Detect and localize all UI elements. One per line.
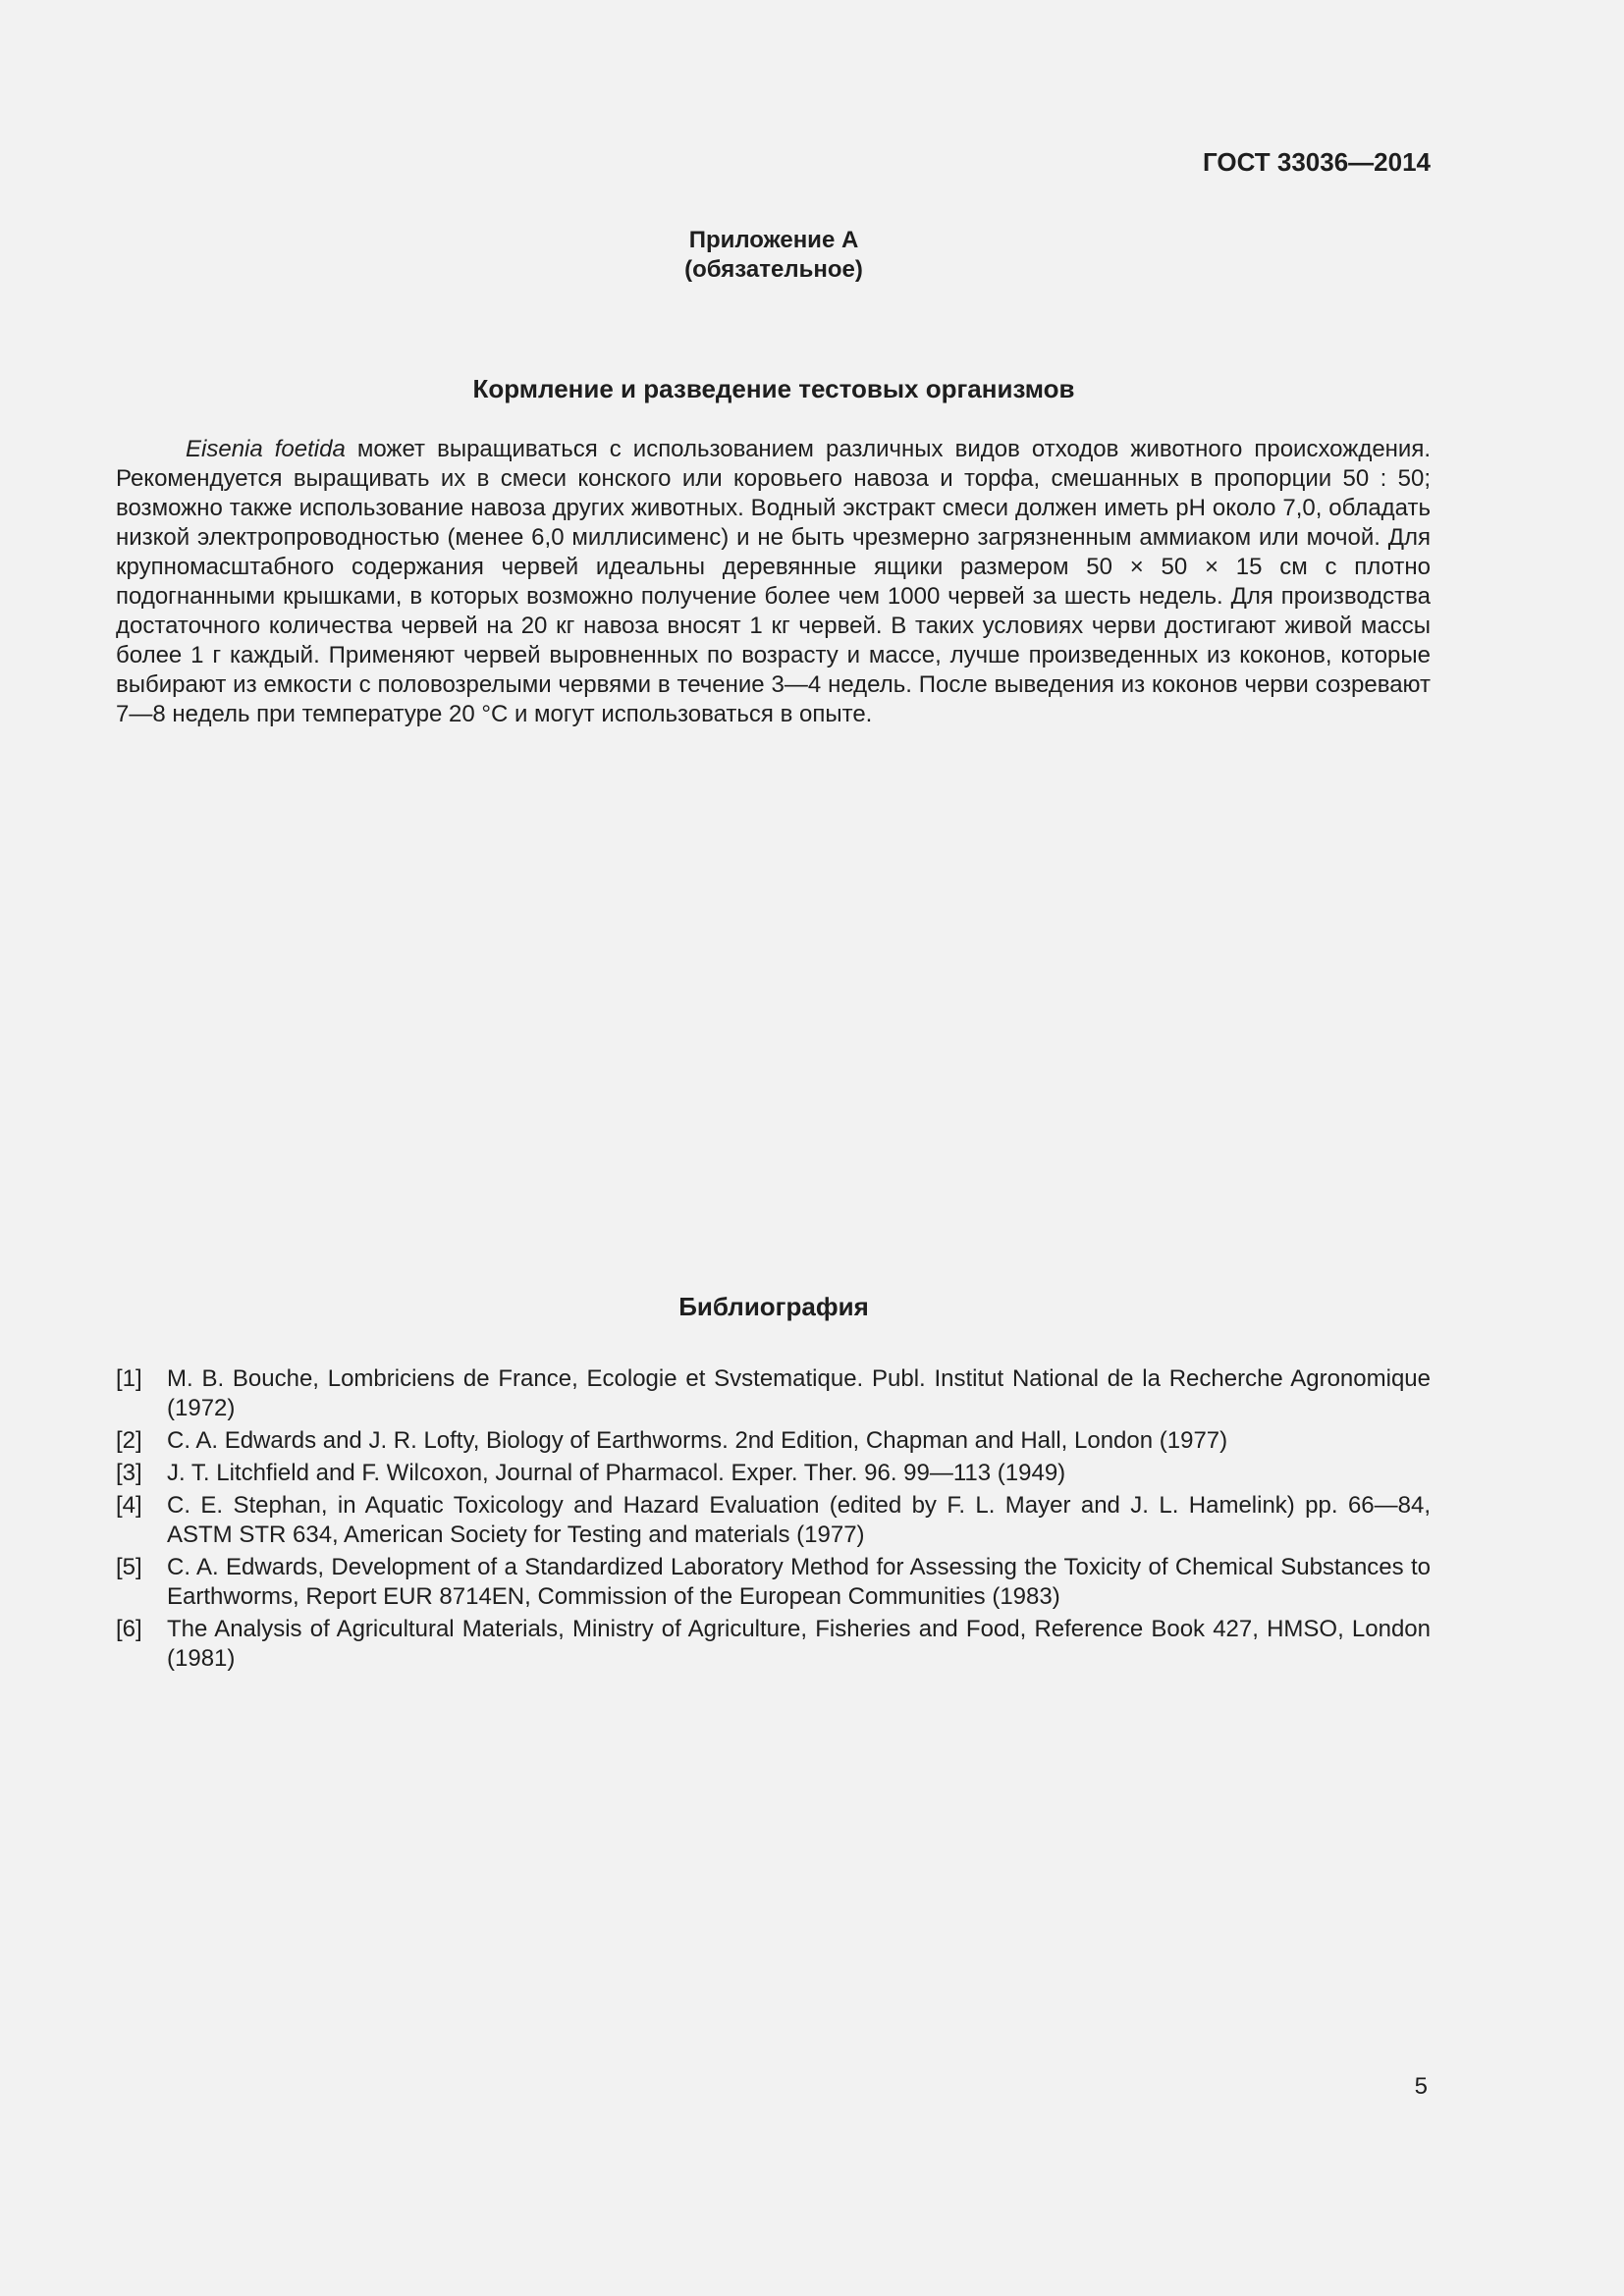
document-code: ГОСТ 33036—2014 <box>1203 147 1431 177</box>
bibliography-item-number: [1] <box>116 1365 142 1392</box>
annex-heading <box>0 226 1547 285</box>
page-number: 5 <box>1414 2073 1428 2100</box>
annex-title: Приложение А <box>688 227 859 253</box>
bibliography-item <box>116 1364 1431 1423</box>
bibliography-item <box>116 1553 1431 1612</box>
bibliography-item-number: [4] <box>116 1492 142 1519</box>
bibliography-item <box>116 1491 1431 1550</box>
bibliography-item <box>116 1615 1431 1674</box>
bibliography-item-text: The Analysis of Agricultural Materials, Ministry of Agriculture, Fisheries and Food, Reference Book 427, HMSO, London (1981) <box>167 1616 1431 1672</box>
bibliography-item-number: [2] <box>116 1427 142 1454</box>
section-body-text: может выращиваться с использованием различных видов отходов животного происхождения. Рекомендуется выращивать их в смеси конского или коровьего навоза и торфа, смешанных в пропорции 50 : 50; возможно также использование навоза других животных. Водный экстракт смеси должен иметь рН около 7,0, обладать низкой электропроводностью (менее 6,0 миллисименс) и не быть чрезмерно загрязненным аммиаком или мочой. Для крупномасштабного содержания червей идеальны деревянные ящики размером 50 × 50 × 15 см с плотно подогнанными крышками, в которых возможно получение более чем 1000 червей за шесть недель. Для производства достаточного количества червей на 20 кг навоза вносят 1 кг червей. В таких условиях черви достигают живой массы более 1 г каждый. Применяют червей выровненных по возрасту и массе, лучше произведенных из коконов, которые выбирают из емкости с половозрелыми червями в течение 3—4 недель. После выведения из коконов черви созревают 7—8 недель при температуре 20 °С и могут использоваться в опыте. <box>116 436 1431 727</box>
bibliography-item-number: [5] <box>116 1554 142 1580</box>
bibliography-list <box>116 1364 1431 1677</box>
bibliography-item-number: [3] <box>116 1460 142 1486</box>
section-body <box>116 435 1431 729</box>
bibliography-title: Библиография <box>678 1292 869 1321</box>
bibliography-item <box>116 1459 1431 1488</box>
annex-status: (обязательное) <box>684 256 863 283</box>
species-name: Eisenia foetida <box>186 436 346 462</box>
bibliography-item <box>116 1426 1431 1456</box>
bibliography-item-text: C. E. Stephan, in Aquatic Toxicology and Hazard Evaluation (edited by F. L. Mayer and J. L. Hamelink) pp. 66—84, ASTM STR 634, American Society for Testing and materials (1977) <box>167 1492 1431 1548</box>
section-title: Кормление и разведение тестовых организмов <box>472 374 1075 403</box>
bibliography-item-text: M. B. Bouche, Lombriciens de France, Ecologie et Svstematique. Publ. Institut National de la Recherche Agronomique (1972) <box>167 1365 1431 1421</box>
bibliography-item-number: [6] <box>116 1616 142 1642</box>
bibliography-item-text: J. T. Litchfield and F. Wilcoxon, Journal of Pharmacol. Exper. Ther. 96. 99—113 (1949) <box>167 1460 1066 1486</box>
bibliography-item-text: C. A. Edwards, Development of a Standardized Laboratory Method for Assessing the Toxicity of Chemical Substances to Earthworms, Report EUR 8714EN, Commission of the European Communities (1983) <box>167 1554 1431 1610</box>
bibliography-item-text: C. A. Edwards and J. R. Lofty, Biology of Earthworms. 2nd Edition, Chapman and Hall, London (1977) <box>167 1427 1228 1454</box>
